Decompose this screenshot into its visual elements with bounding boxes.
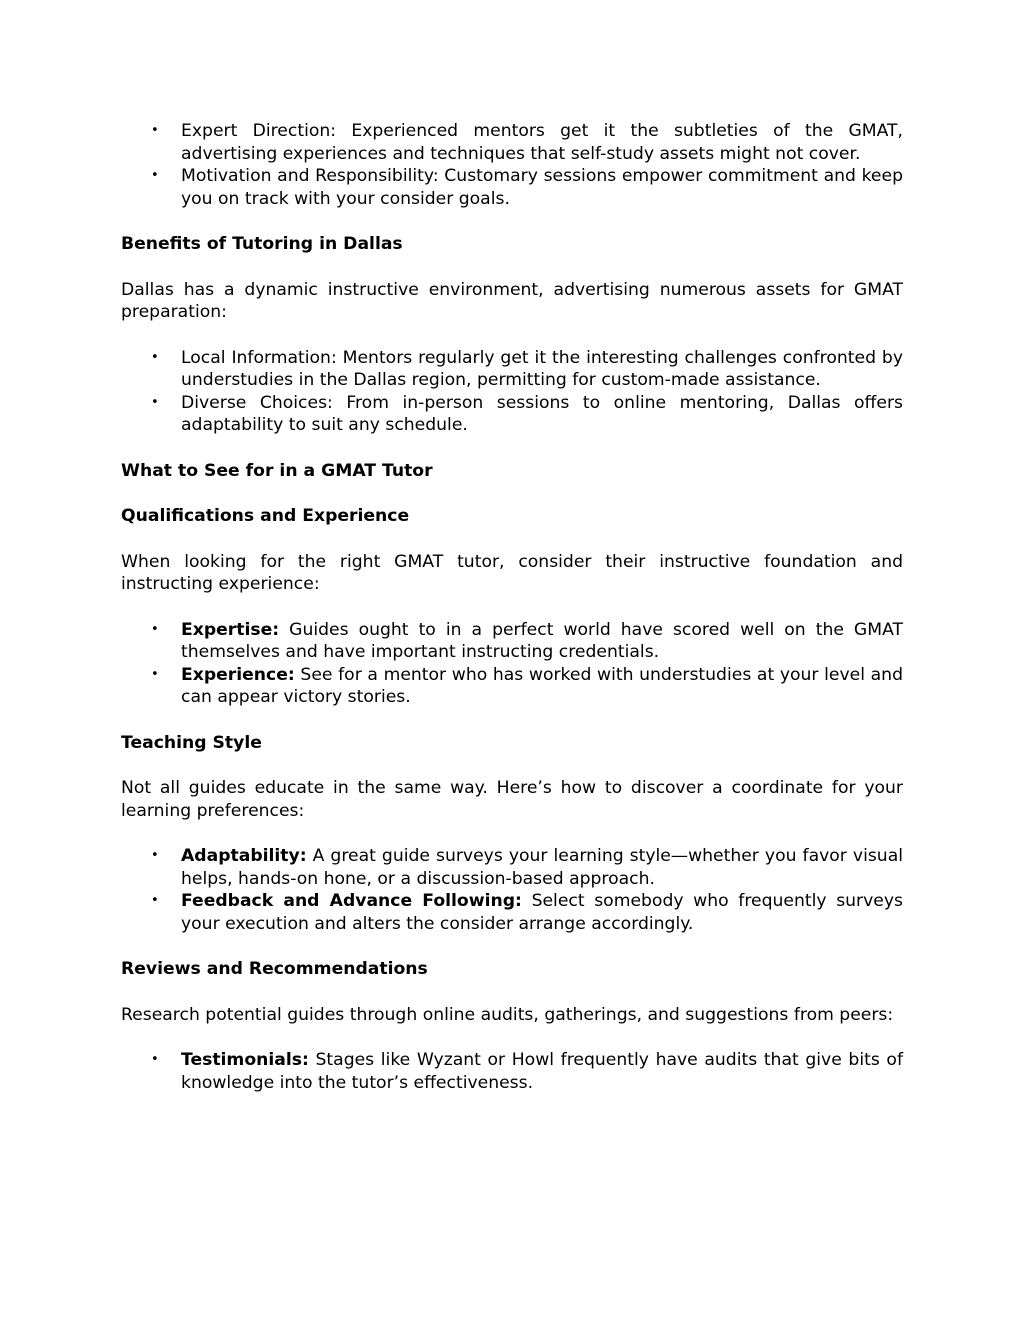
- teaching-style-paragraph: Not all guides educate in the same way. Here’s how to discover a coordinate for your learning preferences:: [121, 778, 903, 821]
- bullet-icon: •: [151, 1052, 159, 1067]
- bullet-icon: •: [151, 893, 159, 908]
- qualifications-paragraph: When looking for the right GMAT tutor, consider their instructive foundation and instructing experience:: [121, 551, 903, 594]
- list-item: [121, 619, 903, 664]
- list-item-text: Expert Direction: Experienced mentors get it the subtleties of the GMAT, advertising experiences and techniques that self-study assets might not cover.: [181, 121, 903, 164]
- list-item: [121, 890, 903, 935]
- bullet-icon: •: [151, 123, 159, 138]
- list-item-text: Motivation and Responsibility: Customary sessions empower commitment and keep you on track with your consider goals.: [181, 166, 903, 209]
- teaching-style-list: [121, 845, 903, 935]
- list-item-text: Diverse Choices: From in-person sessions to online mentoring, Dallas offers adaptability to suit any schedule.: [181, 392, 903, 435]
- bullet-icon: •: [151, 168, 159, 183]
- bullet-icon: •: [151, 621, 159, 637]
- list-item-text: Local Information: Mentors regularly get it the interesting challenges confronted by understudies in the Dallas region, permitting for custom-made assistance.: [181, 347, 903, 390]
- list-item: [121, 392, 903, 437]
- list-item: [121, 165, 903, 210]
- bullet-icon: •: [151, 349, 159, 365]
- list-item-text: A great guide surveys your learning style—whether you favor visual helps, hands-on hone, or a discussion-based approach.: [181, 846, 903, 889]
- list-item-label: Testimonials:: [181, 1050, 309, 1070]
- list-item: [121, 664, 903, 709]
- list-item-label: Feedback and Advance Following:: [181, 891, 522, 911]
- list-item-label: Experience:: [181, 664, 295, 685]
- intro-list: [121, 120, 903, 210]
- list-item: [121, 347, 903, 392]
- list-item: [121, 120, 903, 165]
- document-page: [121, 120, 903, 1094]
- list-item-text: Select somebody who frequently surveys your execution and alters the consider arrange accordingly.: [181, 891, 903, 934]
- qualifications-list: [121, 619, 903, 709]
- benefits-paragraph: Dallas has a dynamic instructive environment, advertising numerous assets for GMAT preparation:: [121, 279, 903, 322]
- list-item-text: Guides ought to in a perfect world have scored well on the GMAT themselves and have important instructing credentials.: [181, 619, 903, 662]
- section-heading-qualifications: Qualifications and Experience: [121, 506, 410, 526]
- section-heading-benefits: Benefits of Tutoring in Dallas: [121, 234, 403, 254]
- benefits-list: [121, 347, 903, 437]
- list-item-text: Stages like Wyzant or Howl frequently have audits that give bits of knowledge into the tutor’s effectiveness.: [181, 1050, 903, 1093]
- reviews-list: [121, 1049, 903, 1094]
- list-item: [121, 1049, 903, 1094]
- list-item-text: See for a mentor who has worked with understudies at your level and can appear victory stories.: [181, 664, 903, 707]
- list-item-label: Expertise:: [181, 619, 280, 640]
- section-heading-what-to-see: What to See for in a GMAT Tutor: [121, 460, 433, 481]
- reviews-paragraph: Research potential guides through online audits, gatherings, and suggestions from peers:: [121, 1004, 894, 1025]
- list-item-label: Adaptability:: [181, 846, 307, 866]
- section-heading-teaching-style: Teaching Style: [121, 732, 262, 753]
- bullet-icon: •: [151, 848, 159, 863]
- bullet-icon: •: [151, 666, 159, 682]
- bullet-icon: •: [151, 394, 159, 410]
- section-heading-reviews: Reviews and Recommendations: [121, 959, 428, 979]
- list-item: [121, 845, 903, 890]
